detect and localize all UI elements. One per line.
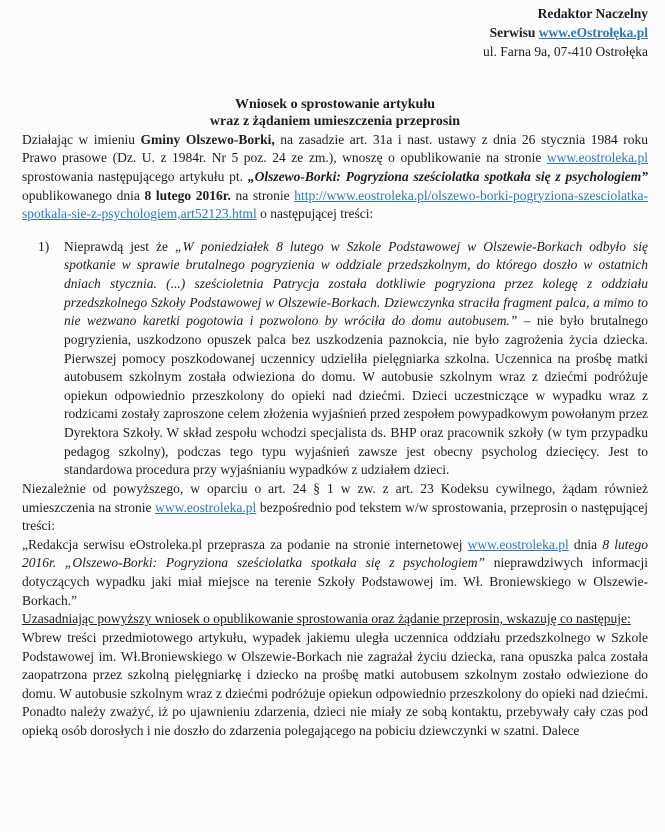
apology-text: dnia bbox=[568, 536, 603, 552]
intro-text: na stronie bbox=[230, 187, 295, 203]
item-1-rebuttal: – nie było brutalnego pogryzienia, uszkodzono opuszek palca bez uszkodzenia paznokcia, nie było zagrożenia życia dziecka. Pierwszej pomocy poszkodowanej uczennicy udzieliła pielęgniarka szkolna. Uczennica na prośbę matki autobusem szkolnym została odwieziona do domu. W autobusie szkolnym wraz z dziećmi podróżuje opiekun odpowiednio przeszkolony do opieki nad dziećmi. Dzieci uczestniczące w wypadku wraz z rodzicami zostały zaproszone celem złożenia wyjaśnień przed zespołem powypadkowym powołanym przez Dyrektora Szkoły. W skład zespołu wchodzi specjalista ds. BHP oraz pracownik szkoły (w tym przypadku pedagog szkolny), podczas tego typu wyjaśnień zawsze jest obecny psycholog dziecięcy. Jest to standardowa procedura przy wyjaśnianiu wypadków z udziałem dzieci. bbox=[64, 313, 648, 478]
recipient-address: ul. Farna 9a, 07-410 Ostrołęka bbox=[483, 43, 648, 59]
document-title-line2: wraz z żądaniem umieszczenia przeprosin bbox=[209, 114, 461, 130]
numbered-item-1 bbox=[38, 238, 648, 480]
recipient-title: Redaktor Naczelny bbox=[537, 6, 648, 21]
justification-paragraph: Wbrew treści przedmiotowego artykułu, wypadek jakiemu uległa uczennica oddziału przedszkolnego w Szkole Podstawowej im. Wł.Broniewskiego w Olszewie-Borkach nie zagrażał życiu dziecka, rana opuszka palca została zaopatrzona przez szkolną pielęgniarkę i dziecko na prośbę matki autobusem szkolnym zostało odwiezione do domu. W autobusie szkolnym wraz z dziećmi podróżuje opiekun odpowiednio przeszkolony do opieki nad dziećmi. Ponadto należy zważyć, iż po ujawnieniu zdarzenia, dzieci nie miały ze sobą kontaktu, przebywały cały czas pod opieką osób dorosłych i nie doszło do zdarzenia polegającego na pobiciu dziewczynki w szatni. Dalece bbox=[22, 629, 648, 739]
article-title-quote: „Olszewo-Borki: Pogryziona sześciolatka spotkała się z psychologiem” bbox=[247, 168, 648, 184]
eostroleka-header-link[interactable]: www.eOstrołęka.pl bbox=[538, 24, 648, 40]
apology-text: „Redakcja serwisu eOstroleka.pl przeprasza za podanie na stronie internetowej bbox=[22, 536, 468, 552]
eostroleka-link[interactable]: www.eostroleka.pl bbox=[155, 499, 257, 515]
intro-text: opublikowanego dnia bbox=[22, 187, 145, 203]
intro-text: sprostowania następującego artykułu pt. bbox=[22, 168, 248, 184]
apology-quote-paragraph bbox=[22, 536, 648, 611]
item-1-text bbox=[64, 238, 648, 480]
intro-paragraph bbox=[22, 131, 648, 224]
demand-paragraph bbox=[22, 480, 648, 536]
publication-date-bold: 8 lutego 2016r. bbox=[144, 187, 231, 203]
eostroleka-link[interactable]: www.eostroleka.pl bbox=[546, 150, 648, 166]
intro-text: na zasadzie art. 31a i nast. ustawy z dnia 26 stycznia 1984 roku Prawo prasowe (Dz. U. z 1984r. Nr 5 poz. 24 ze zm.), wnoszę o opublikowanie na stronie bbox=[22, 131, 648, 166]
intro-text: o następującej treści: bbox=[256, 206, 374, 222]
apology-text: nieprawdziwych informacji dotyczących wypadku jaki miał miejsce na terenie Szkoły Podstawowej im. Wł. Broniewskiego w Olszewie-Borkach.” bbox=[22, 555, 648, 608]
eostroleka-link[interactable]: www.eostroleka.pl bbox=[467, 536, 569, 552]
document-title-line1: Wniosek o sprostowanie artykułu bbox=[234, 96, 436, 112]
recipient-block bbox=[22, 5, 648, 62]
document-title bbox=[22, 96, 648, 131]
item-number: 1) bbox=[38, 238, 50, 254]
recipient-service-line bbox=[22, 24, 648, 43]
item-1-quoted-article-text: „W poniedziałek 8 lutego w Szkole Podstawowej w Olszewie-Borkach odbyło się spotkanie w sprawie brutalnego pogryzienia w oddziale przedszkolnym, do którego doszło w ostatnich dniach stycznia. (...) sześcioletnia Patrycja została dotkliwie pogryziona przez kolegę z oddziału przedszkolnego Szkoły Podstawowej w Olszewie-Borkach. Dziewczynka straciła fragment palca, a mimo to nie wezwano karetki pogotowia i pozwolono by wróciła do domu autobusem.” bbox=[64, 238, 648, 329]
justification-heading: Uzasadniając powyższy wniosek o opublikowanie sprostowania oraz żądanie przeprosin, wskazuję co następuje: bbox=[22, 611, 631, 627]
demand-text: Niezależnie od powyższego, w oparciu o art. 24 § 1 w zw. z art. 23 Kodeksu cywilnego, żądam również umieszczenia na stronie bbox=[22, 480, 648, 515]
intro-text: Działając w imieniu bbox=[22, 131, 141, 147]
item-1-lead: Nieprawdą jest że bbox=[64, 238, 176, 254]
apology-article-title-italic: 8 lutego 2016r. „Olszewo-Borki: Pogryziona sześciolatka spotkała się z psychologiem” bbox=[22, 536, 648, 571]
article-url-link[interactable]: http://www.eostroleka.pl/olszewo-borki-pogryziona-szesciolatka-spotkala-sie-z-psychologiem,art52123.html bbox=[22, 187, 648, 222]
intro-gmina-bold: Gminy Olszewo-Borki, bbox=[140, 131, 275, 147]
demand-text: bezpośrednio pod tekstem w/w sprostowania, przeprosin o następującej treści: bbox=[22, 499, 648, 534]
recipient-service-prefix: Serwisu bbox=[489, 24, 539, 40]
